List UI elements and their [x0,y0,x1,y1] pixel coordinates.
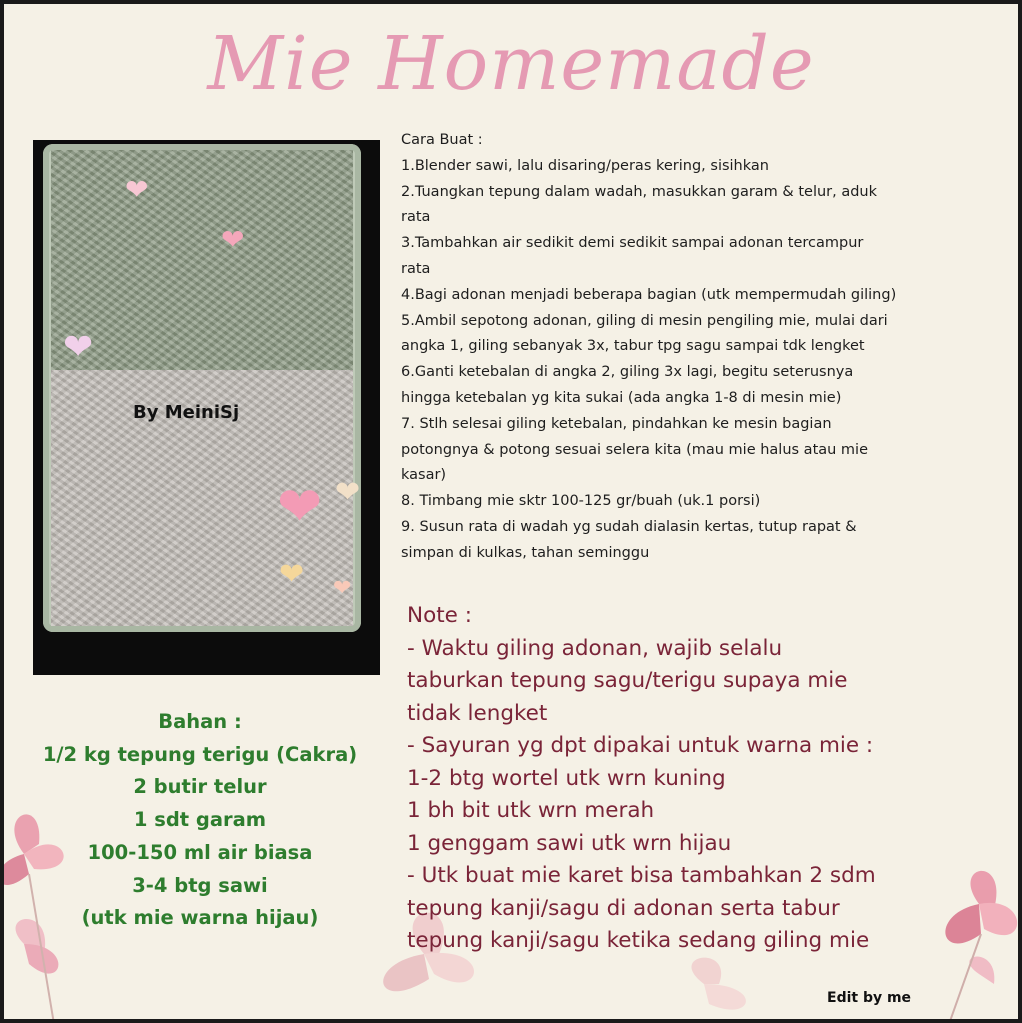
instruction-line: simpan di kulkas, tahan seminggu [401,544,650,561]
note-line: tepung kanji/sagu ketika sedang giling mie [407,928,870,953]
ingredient-item: 1/2 kg tepung terigu (Cakra) [42,742,358,766]
note-line: 1-2 btg wortel utk wrn kuning [407,765,726,791]
instruction-line: 3.Tambahkan air sedikit demi sedikit sampai adonan tercampur [401,235,864,252]
heart-icon: ❤ [335,475,361,510]
ingredient-item: 2 butir telur [133,775,267,799]
noodle-tray [43,144,361,632]
instruction-line: potongnya & potong sesuai selera kita (mau mie halus atau mie [401,441,869,458]
note-line: tepung kanji/sagu di adonan serta tabur [407,895,840,921]
instruction-line: 5.Ambil sepotong adonan, giling di mesin pengiling mie, mulai dari [401,312,888,329]
note-line: - Sayuran yg dpt dipakai untuk warna mie : [407,733,874,758]
notes [407,600,1007,958]
instruction-line: rata [401,260,431,277]
ingredient-item: 1 sdt garam [133,808,267,832]
note-line: tidak lengket [407,700,548,726]
edit-credit: Edit by me [827,990,912,1006]
instruction-line: 6.Ganti ketebalan di angka 2, giling 3x lagi, begitu seterusnya [401,364,854,381]
instruction-line: 7. Stlh selesai giling ketebalan, pindahkan ke mesin bagian [401,415,832,432]
heart-icon: ❤ [279,557,305,592]
instruction-line: 2.Tuangkan tepung dalam wadah, masukkan garam & telur, aduk [401,183,878,200]
instruction-line: rata [401,209,431,226]
note-line: taburkan tepung sagu/terigu supaya mie [407,668,848,693]
instruction-line: hingga ketebalan yg kita sukai (ada angka 1-8 di mesin mie) [401,389,842,406]
instruction-line: kasar) [401,467,447,484]
recipe-card [4,4,1018,1019]
ingredient-item: 100-150 ml air biasa [87,840,313,864]
photo-credit: By MeiniSj [133,402,240,423]
ingredient-item: 3-4 btg sawi [132,873,268,897]
heart-icon: ❤ [221,223,245,256]
heart-icon: ❤ [125,173,149,206]
instructions-header: Cara Buat : [401,132,483,148]
note-line: 1 genggam sawi utk wrn hijau [407,830,732,856]
note-line: 1 bh bit utk wrn merah [407,798,655,823]
heart-icon: ❤ [277,475,323,538]
instruction-line: 1.Blender sawi, lalu disaring/peras kering, sisihkan [401,157,769,174]
instructions [401,128,1001,567]
ingredients [4,706,396,935]
instruction-line: 9. Susun rata di wadah yg sudah dialasin kertas, tutup rapat & [401,518,857,535]
note-line: - Waktu giling adonan, wajib selalu [407,635,783,661]
note-line: - Utk buat mie karet bisa tambahkan 2 sdm [407,863,876,888]
notes-header: Note : [407,603,472,628]
green-noodles [51,150,353,370]
heart-icon: ❤ [63,327,94,368]
noodle-photo [33,140,380,675]
page-title: Mie Homemade [207,21,815,107]
instruction-line: 8. Timbang mie sktr 100-125 gr/buah (uk.1 porsi) [401,493,761,510]
heart-icon: ❤ [333,576,352,601]
ingredients-header: Bahan : [158,710,242,733]
instruction-line: 4.Bagi adonan menjadi beberapa bagian (utk mempermudah giling) [401,286,897,303]
instruction-line: angka 1, giling sebanyak 3x, tabur tpg sagu sampai tdk lengket [401,338,865,355]
ingredient-item: (utk mie warna hijau) [81,906,319,930]
